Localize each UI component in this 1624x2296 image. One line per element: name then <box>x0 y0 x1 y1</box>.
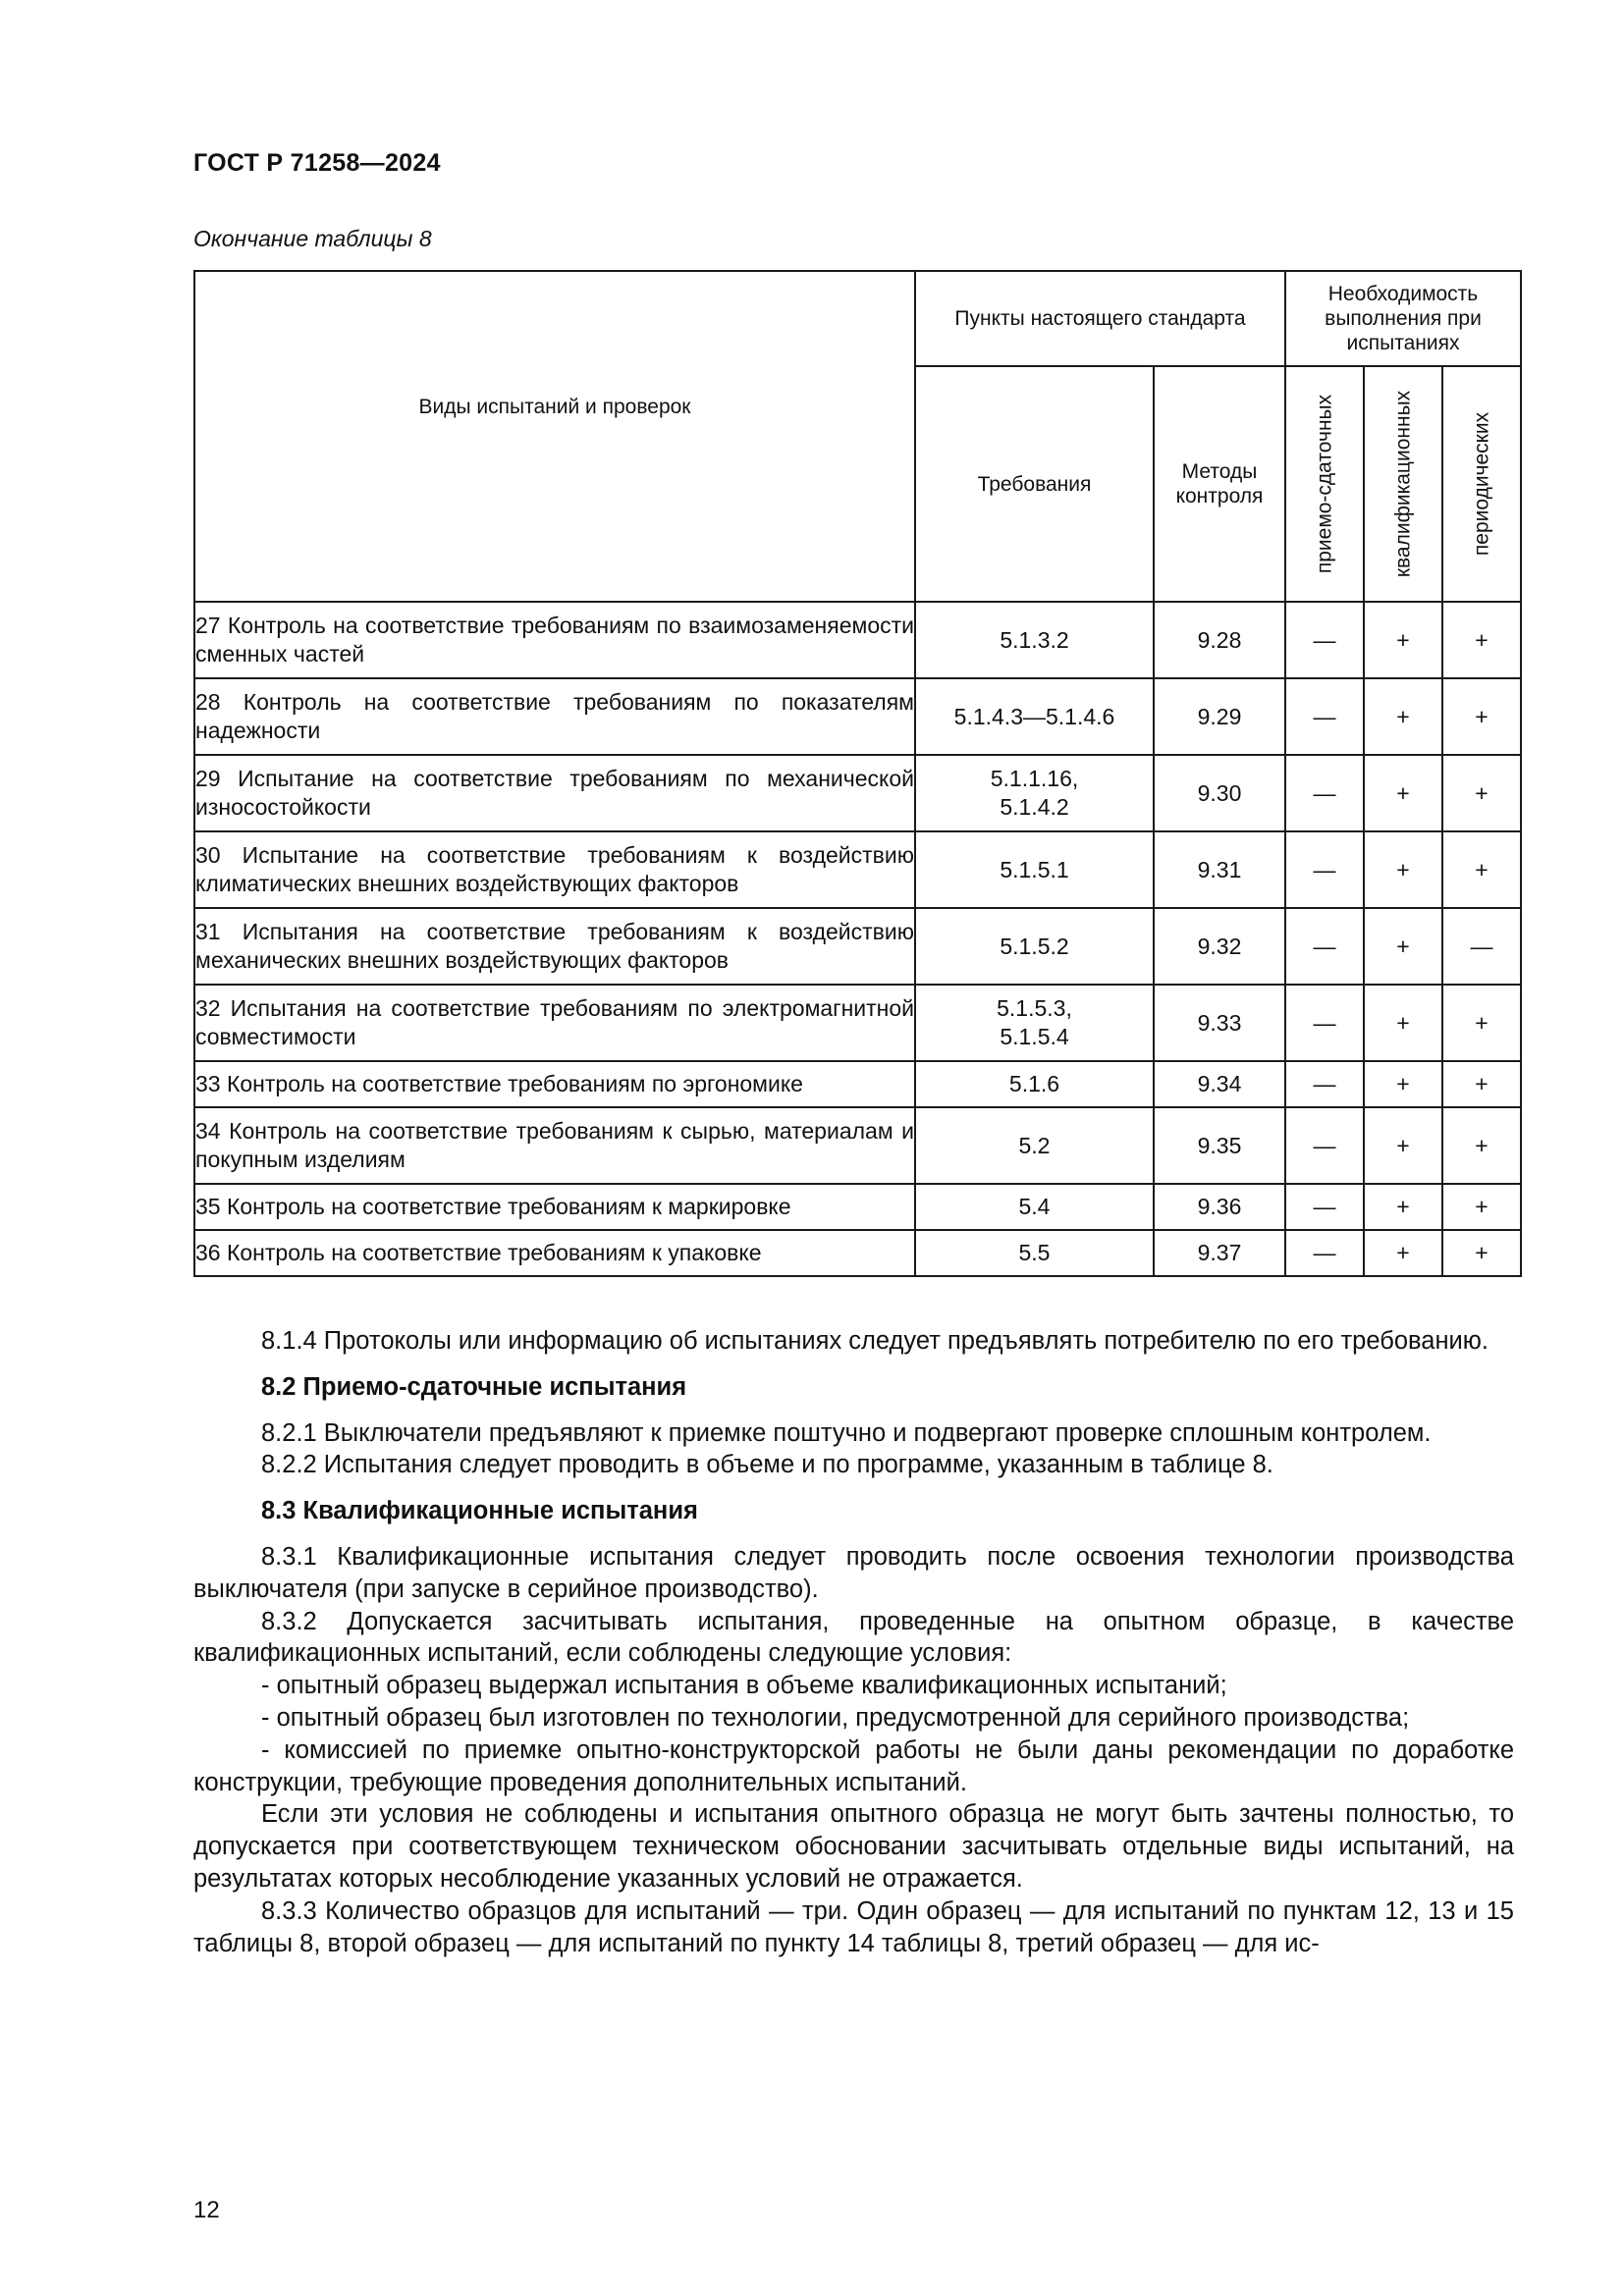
acceptance-mark: — <box>1285 602 1364 678</box>
acceptance-mark: — <box>1285 755 1364 831</box>
requirements-clause: 5.1.1.16, 5.1.4.2 <box>915 755 1154 831</box>
method-clause: 9.32 <box>1154 908 1285 985</box>
list-item: - опытный образец был изготовлен по технологии, предусмотренной для серийного производства; <box>261 1703 1410 1732</box>
qualification-mark: + <box>1364 678 1442 755</box>
method-clause: 9.34 <box>1154 1061 1285 1107</box>
test-name: 30 Испытание на соответствие требованиям к воздействию климатических внешних воздействующих факторов <box>194 831 915 908</box>
paragraph-8-2-2: 8.2.2 Испытания следует проводить в объеме и по программе, указанным в таблице 8. <box>261 1451 1273 1479</box>
table-row <box>194 755 1521 831</box>
method-clause: 9.31 <box>1154 831 1285 908</box>
paragraph-8-2-1: 8.2.1 Выключатели предъявляют к приемке поштучно и подвергают проверке сплошным контролем. <box>261 1418 1432 1447</box>
header-clauses: Пункты настоящего стандарта <box>915 271 1285 366</box>
requirements-clause: 5.1.5.1 <box>915 831 1154 908</box>
heading-8-2: 8.2 Приемо-сдаточные испытания <box>261 1372 687 1401</box>
requirements-clause: 5.1.3.2 <box>915 602 1154 678</box>
header-necessity: Необходимость выполнения при испытаниях <box>1285 271 1521 366</box>
test-name: 36 Контроль на соответствие требованиям к упаковке <box>194 1230 915 1276</box>
list-item: - опытный образец выдержал испытания в объеме квалификационных испытаний; <box>261 1672 1227 1700</box>
periodic-mark: + <box>1442 985 1521 1061</box>
test-name: 29 Испытание на соответствие требованиям по механической износостойкости <box>194 755 915 831</box>
paragraph-8-3-3: 8.3.3 Количество образцов для испытаний — три. Один образец — для испытаний по пунктам 12, 13 и 15 таблицы 8, второй образец — для испытаний по пункту 14 таблицы 8, третий образец — для ис- <box>193 1896 1514 1957</box>
header-test-types: Виды испытаний и проверок <box>194 271 915 602</box>
periodic-mark: + <box>1442 602 1521 678</box>
paragraph-8-1-4: 8.1.4 Протоколы или информацию об испытаниях следует предъявлять потребителю по его требованию. <box>261 1327 1489 1355</box>
document-header-title: ГОСТ Р 71258—2024 <box>193 149 441 177</box>
requirements-clause: 5.4 <box>915 1184 1154 1230</box>
requirements-clause: 5.5 <box>915 1230 1154 1276</box>
periodic-mark: — <box>1442 908 1521 985</box>
test-name: 35 Контроль на соответствие требованиям к маркировке <box>194 1184 915 1230</box>
acceptance-mark: — <box>1285 678 1364 755</box>
qualification-mark: + <box>1364 1184 1442 1230</box>
periodic-mark: + <box>1442 1107 1521 1184</box>
periodic-mark: + <box>1442 1061 1521 1107</box>
acceptance-mark: — <box>1285 1107 1364 1184</box>
test-name: 28 Контроль на соответствие требованиям по показателям надежности <box>194 678 915 755</box>
method-clause: 9.37 <box>1154 1230 1285 1276</box>
qualification-mark: + <box>1364 985 1442 1061</box>
method-clause: 9.30 <box>1154 755 1285 831</box>
acceptance-mark: — <box>1285 1061 1364 1107</box>
qualification-mark: + <box>1364 831 1442 908</box>
requirements-clause: 5.1.5.3, 5.1.5.4 <box>915 985 1154 1061</box>
acceptance-mark: — <box>1285 908 1364 985</box>
table-row <box>194 908 1521 985</box>
paragraph-conditions: Если эти условия не соблюдены и испытания опытного образца не могут быть зачтены полностью, то допускается при соответствующем техническом обосновании засчитывать отдельные виды испытаний, на результатах которых несоблюдение указанных условий не отражается. <box>193 1800 1514 1893</box>
paragraph-8-3-1: 8.3.1 Квалификационные испытания следует проводить после освоения технологии производства выключателя (при запуске в серийное производство). <box>193 1542 1514 1603</box>
periodic-mark: + <box>1442 678 1521 755</box>
body-text <box>193 1325 1514 1959</box>
qualification-mark: + <box>1364 602 1442 678</box>
header-methods: Методы контроля <box>1154 366 1285 602</box>
table-row <box>194 1184 1521 1230</box>
header-qualification: квалификационных <box>1364 366 1442 602</box>
heading-8-3: 8.3 Квалификационные испытания <box>261 1497 698 1525</box>
periodic-mark: + <box>1442 831 1521 908</box>
acceptance-mark: — <box>1285 1230 1364 1276</box>
periodic-mark: + <box>1442 1184 1521 1230</box>
test-name: 34 Контроль на соответствие требованиям к сырью, материалам и покупным изделиям <box>194 1107 915 1184</box>
test-name: 32 Испытания на соответствие требованиям по электромагнитной совместимости <box>194 985 915 1061</box>
requirements-clause: 5.1.5.2 <box>915 908 1154 985</box>
method-clause: 9.33 <box>1154 985 1285 1061</box>
periodic-mark: + <box>1442 1230 1521 1276</box>
qualification-mark: + <box>1364 1107 1442 1184</box>
acceptance-mark: — <box>1285 831 1364 908</box>
table-row <box>194 1061 1521 1107</box>
paragraph-8-3-2: 8.3.2 Допускается засчитывать испытания, проведенные на опытном образце, в качестве квалификационных испытаний, если соблюдены следующие условия: <box>193 1607 1514 1668</box>
qualification-mark: + <box>1364 755 1442 831</box>
tests-table <box>193 270 1522 1277</box>
acceptance-mark: — <box>1285 1184 1364 1230</box>
header-periodic: периодических <box>1442 366 1521 602</box>
table-row <box>194 1107 1521 1184</box>
list-item: - комиссией по приемке опытно-конструкторской работы не были даны рекомендации по доработке конструкции, требующие проведения дополнительных испытаний. <box>193 1735 1514 1796</box>
test-name: 27 Контроль на соответствие требованиям по взаимозаменяемости сменных частей <box>194 602 915 678</box>
test-name: 31 Испытания на соответствие требованиям к воздействию механических внешних воздействующих факторов <box>194 908 915 985</box>
method-clause: 9.36 <box>1154 1184 1285 1230</box>
table-row <box>194 831 1521 908</box>
qualification-mark: + <box>1364 1061 1442 1107</box>
page-number: 12 <box>193 2197 220 2223</box>
header-acceptance: приемо-сдаточных <box>1285 366 1364 602</box>
requirements-clause: 5.1.6 <box>915 1061 1154 1107</box>
method-clause: 9.35 <box>1154 1107 1285 1184</box>
acceptance-mark: — <box>1285 985 1364 1061</box>
qualification-mark: + <box>1364 1230 1442 1276</box>
requirements-clause: 5.2 <box>915 1107 1154 1184</box>
table-row <box>194 1230 1521 1276</box>
requirements-clause: 5.1.4.3—5.1.4.6 <box>915 678 1154 755</box>
qualification-mark: + <box>1364 908 1442 985</box>
periodic-mark: + <box>1442 755 1521 831</box>
table-row <box>194 602 1521 678</box>
header-requirements: Требования <box>915 366 1154 602</box>
test-name: 33 Контроль на соответствие требованиям по эргономике <box>194 1061 915 1107</box>
table-caption: Окончание таблицы 8 <box>193 226 432 251</box>
method-clause: 9.28 <box>1154 602 1285 678</box>
table-row <box>194 985 1521 1061</box>
table-row <box>194 678 1521 755</box>
method-clause: 9.29 <box>1154 678 1285 755</box>
